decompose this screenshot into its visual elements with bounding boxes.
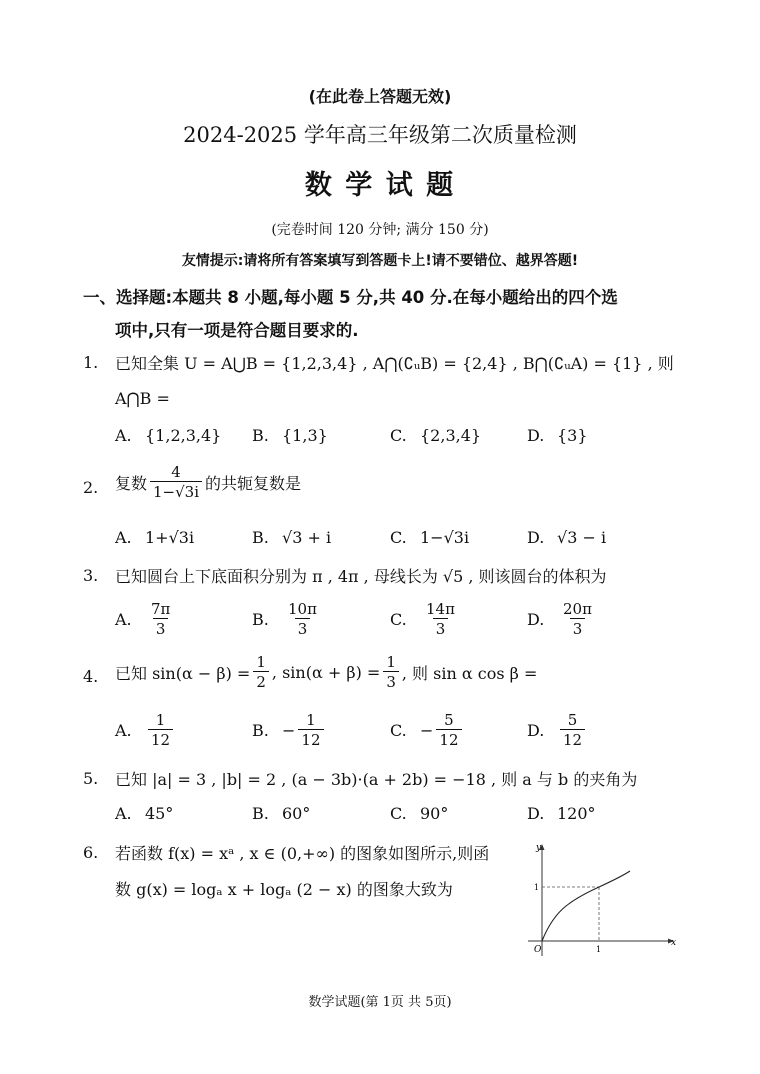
option: B. − $\frac{1}{12}$ xyxy=(252,711,327,750)
question-stem: 已知 sin(α − β) = $\frac{1}{2}$ , sin(α + β) = $\frac{1}{3}$ , 则 sin α cos β = xyxy=(115,653,538,691)
tick-x-label: 1 xyxy=(596,945,602,954)
reminder: 友情提示:请将所有答案填写到答题卡上!请不要错位、越界答题! xyxy=(181,253,579,269)
question-stem: 已知全集 U = A⋃B = {1,2,3,4} , A⋂(∁ᵤB) = {2,4} , B⋂(∁ᵤA) = {1} , 则 xyxy=(115,354,674,373)
question-stem: 若函数 f(x) = xᵃ , x ∈ (0,+∞) 的图象如图所示,则函 xyxy=(115,844,490,863)
option: C. $\frac{14\pi}{3}$ xyxy=(390,600,455,638)
question-number: 5. xyxy=(83,769,99,788)
subject-title: 数 学 试 题 xyxy=(304,170,456,201)
option: C. − $\frac{5}{12}$ xyxy=(390,711,465,750)
section-heading-line1: 一、选择题:本题共 8 小题,每小题 5 分,共 40 分.在每小题给出的四个选 xyxy=(83,288,618,307)
question-number: 6. xyxy=(83,843,99,862)
question-stem-cont: 数 g(x) = logₐ x + logₐ (2 − x) 的图象大致为 xyxy=(115,880,453,899)
option: C. {2,3,4} xyxy=(390,426,482,445)
power-function-graph xyxy=(520,838,680,960)
function-curve xyxy=(542,871,630,941)
option: B. 60° xyxy=(252,804,311,823)
option: D. 120° xyxy=(527,804,596,823)
exam-title: 2024-2025 学年高三年级第二次质量检测 xyxy=(183,123,577,147)
option: D. √3 − i xyxy=(527,528,607,547)
page-footer: 数学试题(第 1页 共 5页) xyxy=(308,995,452,1010)
question-stem: 已知 |a| = 3 , |b| = 2 , (a − 3b)·(a + 2b) = −18 , 则 a 与 b 的夹角为 xyxy=(115,770,638,789)
option: C. 1−√3i xyxy=(390,528,470,547)
option: B. √3 + i xyxy=(252,528,332,547)
question-stem: 已知圆台上下底面积分别为 π , 4π , 母线长为 √5 , 则该圆台的体积为 xyxy=(115,567,607,586)
option: B. {1,3} xyxy=(252,426,328,445)
question-number: 2. xyxy=(83,478,99,497)
tick-y-label: 1 xyxy=(534,883,540,892)
option: A. 1+√3i xyxy=(115,528,195,547)
question-number: 3. xyxy=(83,566,99,585)
option: D. $\frac{20\pi}{3}$ xyxy=(527,600,592,638)
question-stem-cont: A⋂B = xyxy=(115,389,170,408)
option: D. $\frac{5}{12}$ xyxy=(527,711,588,750)
option: A. $\frac{1}{12}$ xyxy=(115,711,176,750)
question-number: 1. xyxy=(83,353,99,372)
option: D. {3} xyxy=(527,426,588,445)
option: A. {1,2,3,4} xyxy=(115,426,222,445)
section-heading-line2: 项中,只有一项是符合题目要求的. xyxy=(115,321,359,340)
question-number: 4. xyxy=(83,667,99,686)
x-axis-label: x xyxy=(671,938,677,948)
option: A. $\frac{7\pi}{3}$ xyxy=(115,600,171,638)
option: B. $\frac{10\pi}{3}$ xyxy=(252,600,317,638)
origin-label: O xyxy=(534,945,542,955)
notice: (在此卷上答题无效) xyxy=(308,87,452,106)
time-info: (完卷时间 120 分钟; 满分 150 分) xyxy=(271,222,489,238)
y-axis-label: y xyxy=(536,843,542,853)
option: C. 90° xyxy=(390,804,449,823)
option: A. 45° xyxy=(115,804,174,823)
question-stem: 复数 $\frac{4}{1-√3i}$ 的共轭复数是 xyxy=(115,463,302,501)
